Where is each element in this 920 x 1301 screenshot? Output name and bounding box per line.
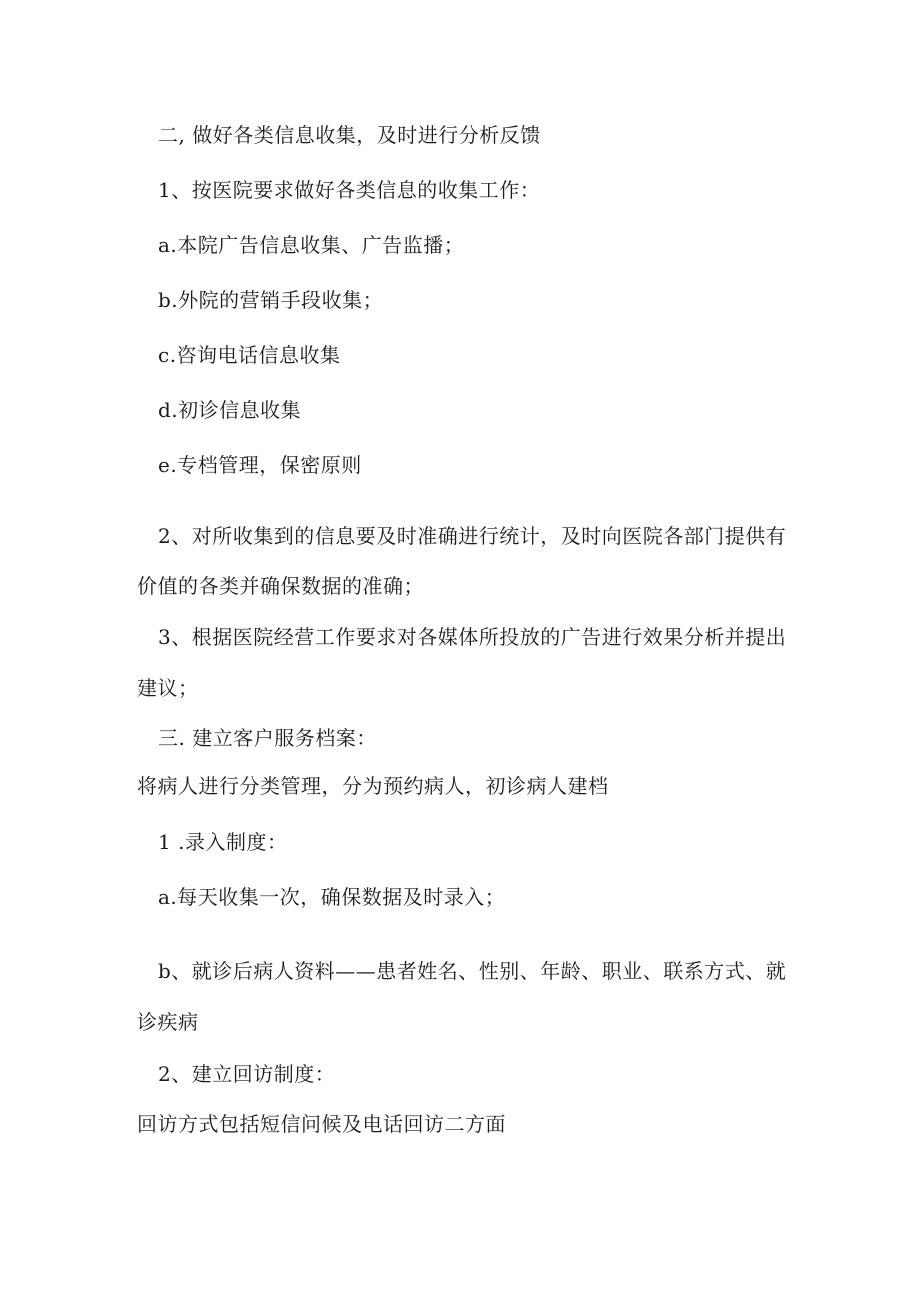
sub-item-1a: a.每天收集一次，确保数据及时录入； <box>158 885 506 909</box>
list-item-2-line1: 2、对所收集到的信息要及时准确进行统计，及时向医院各部门提供有 <box>158 524 787 548</box>
sub-item-1b-line1: b、就诊后病人资料——患者姓名、性别、年龄、职业、联系方式、就 <box>158 959 787 983</box>
list-item-1e: e.专档管理，保密原则 <box>158 453 362 477</box>
list-item-3-line2: 建议； <box>137 676 199 700</box>
list-item-2-line2: 价值的各类并确保数据的准确； <box>137 574 424 598</box>
list-item-1a: a.本院广告信息收集、广告监播； <box>158 233 465 257</box>
section-heading-3: 三. 建立客户服务档案： <box>158 726 377 750</box>
list-item-1b: b.外院的营销手段收集； <box>158 288 384 312</box>
list-item-1c: c.咨询电话信息收集 <box>158 343 341 367</box>
list-item-1d: d.初诊信息收集 <box>158 398 302 422</box>
list-item-3-line1: 3、根据医院经营工作要求对各媒体所投放的广告进行效果分析并提出 <box>158 625 787 649</box>
section-intro-3: 将病人进行分类管理，分为预约病人，初诊病人建档 <box>137 774 609 798</box>
sub-item-1: 1 .录入制度： <box>158 830 288 854</box>
list-item-1: 1、按医院要求做好各类信息的收集工作： <box>158 178 541 202</box>
sub-item-1b-line2: 诊疾病 <box>137 1010 199 1034</box>
sub-item-2: 2、建立回访制度： <box>158 1062 336 1086</box>
sub-item-2-text: 回访方式包括短信问候及电话回访二方面 <box>137 1112 506 1136</box>
section-heading-2: 二, 做好各类信息收集，及时进行分析反馈 <box>158 123 541 147</box>
